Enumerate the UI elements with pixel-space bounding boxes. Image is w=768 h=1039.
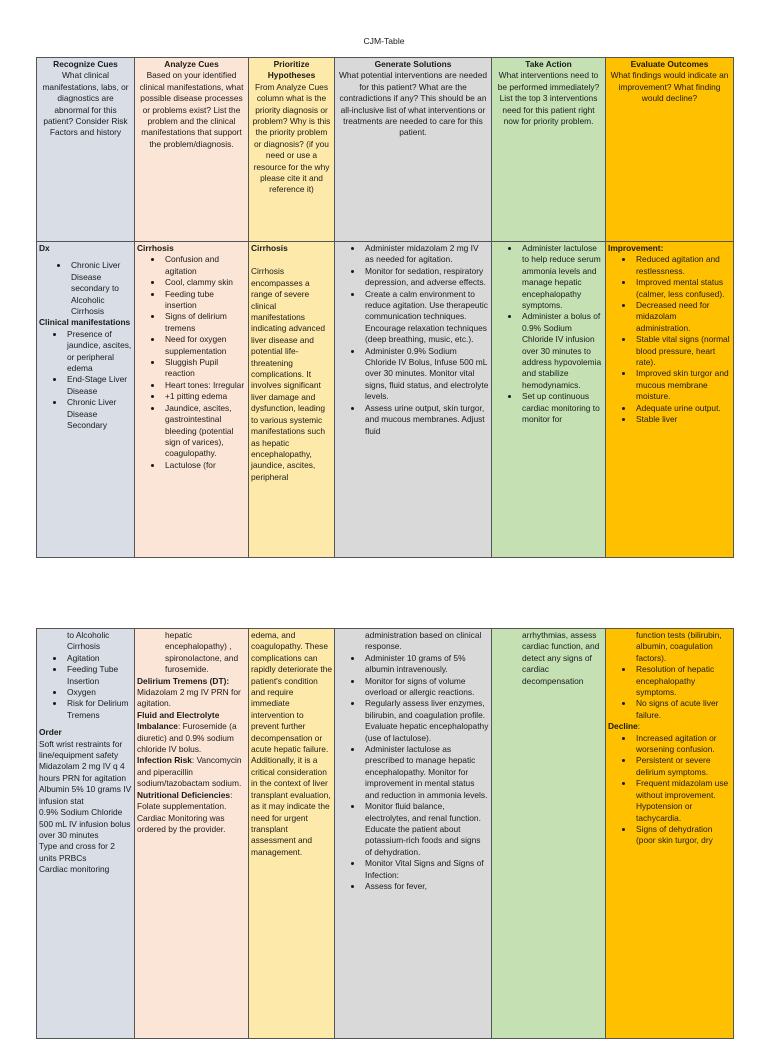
decline-label: Decline: (608, 721, 641, 732)
list-item: • Create a calm environment to reduce agitation. Use therapeutic communication techniques. Encourage relaxation techniques (deep breathing, music, etc.). (363, 289, 489, 346)
list-item: • Decreased need for midazolam administration. (634, 300, 731, 334)
priority-rationale-continued: edema, and coagulopathy. These complications can rapidly deteriorate the patient's condition and require immediate intervention to prevent further decompensation or acute hepatic failure. Additionally, it is a critical consideration in the context of liver transplant evaluation, as it may indicate the need for urgent transplant assessment and management. (251, 630, 333, 857)
take-action-cell (492, 242, 606, 558)
page-title: CJM-Table (363, 36, 405, 46)
list-item: • Administer 10 grams of 5% albumin intravenously. (363, 653, 489, 676)
recognize-cues-cell-cont (37, 629, 135, 1039)
cirrhosis-label: Cirrhosis (137, 243, 174, 253)
list-item: • Signs of delirium tremens (163, 311, 246, 334)
generate-solutions-cell-cont (335, 629, 492, 1039)
list-item: • Administer lactulose as prescribed to manage hepatic encephalopathy. Monitor for improvement in mental status and reduction in ammonia levels. (363, 744, 489, 801)
header-recognize-cues: Recognize Cues What clinical manifestations, labs, or diagnostics are abnormal for this patient? Consider Risk Factors and history (37, 58, 135, 242)
order-line: 0.9% Sodium Chloride 500 mL IV infusion bolus over 30 minutes (39, 807, 131, 840)
list-item-continued: to Alcoholic Cirrhosis (67, 630, 110, 652)
list-item: • Agitation (65, 653, 132, 664)
list-item: • Increased agitation or worsening confusion. (634, 733, 731, 756)
evaluate-outcomes-cell (606, 242, 734, 558)
list-item: • Improved mental status (calmer, less confused). (634, 277, 731, 300)
cjm-table-page-2 (36, 628, 734, 1039)
list-item: • Risk for Delirium Tremens (65, 698, 132, 721)
list-item: • Set up continuous cardiac monitoring to monitor for (520, 391, 603, 425)
order-line: Soft wrist restraints for line/equipment safety (39, 738, 123, 761)
prioritize-hypotheses-cell-cont (249, 629, 335, 1039)
list-item: • Heart tones: Irregular (163, 380, 246, 391)
header-take-action: Take Action What interventions need to be performed immediately? List the top 3 interventions need for this patient right now for priority problem. (492, 58, 606, 242)
list-item: • End-Stage Liver Disease (65, 374, 132, 397)
list-item-continued: administration based on clinical response. (365, 630, 482, 652)
content-row-bottom (37, 629, 734, 1039)
list-item: • Administer midazolam 2 mg IV as needed for agitation. (363, 243, 489, 266)
list-item: • Lactulose (for (163, 460, 246, 471)
analyze-cues-cell-cont (135, 629, 249, 1039)
improvement-label: Improvement: (608, 243, 664, 253)
order-line: Midazolam 2 mg IV q 4 hours PRN for agitation (39, 761, 127, 783)
list-item: • Administer 0.9% Sodium Chloride IV Bolus, Infuse 500 mL over 30 minutes. Monitor vital signs, fluid status, and electrolyte levels. (363, 346, 489, 403)
list-item: • Monitor for sedation, respiratory depression, and adverse effects. (363, 266, 489, 289)
priority-label: Cirrhosis (251, 243, 288, 253)
list-item: • Feeding Tube Insertion (65, 664, 132, 687)
dt-group: Delirium Tremens (DT): Midazolam 2 mg IV PRN for agitation. (137, 675, 241, 709)
list-item: • Chronic Liver Disease Secondary (65, 397, 132, 431)
list-item: • Regularly assess liver enzymes, bilirubin, and coagulation profile. Evaluate hepatic encephalopathy (use of lactulose). (363, 698, 489, 744)
list-item: • Adequate urine output. (634, 403, 731, 414)
list-item: • +1 pitting edema (163, 391, 246, 402)
list-item: • Signs of dehydration (poor skin turgor, dry (634, 824, 731, 847)
list-item-continued: hepatic encephalopathy) , spironolactone, and furosemide. (165, 630, 239, 675)
dx-label: Dx (39, 243, 50, 253)
header-generate-solutions: Generate Solutions What potential interventions are needed for this patient? What are the contradictions if any? This should be an all-inclusive list of what interventions or treatments are needed to care for this patient. (335, 58, 492, 242)
generate-solutions-cell (335, 242, 492, 558)
list-item: • Chronic Liver Disease secondary to Alcoholic Cirrhosis (69, 260, 132, 317)
clinical-manifestations-label: Clinical manifestations (39, 317, 131, 328)
list-item-continued: function tests (bilirubin, albumin, coagulation factors). (636, 630, 722, 663)
list-item: • Resolution of hepatic encephalopathy symptoms. (634, 664, 731, 698)
order-line: Cardiac monitoring (39, 864, 110, 875)
list-item: • Stable liver (634, 414, 731, 425)
list-item: • Confusion and agitation (163, 254, 246, 277)
list-item: • Need for oxygen supplementation (163, 334, 246, 357)
take-action-cell-cont (492, 629, 606, 1039)
list-item: • Cool, clammy skin (163, 277, 246, 288)
list-item: • Reduced agitation and restlessness. (634, 254, 731, 277)
list-item: • Administer a bolus of 0.9% Sodium Chloride IV infusion over 30 minutes to address hypovolemia and stabilize hemodynamics. (520, 311, 603, 391)
list-item: • Assess urine output, skin turgor, and mucous membranes. Adjust fluid (363, 403, 489, 437)
cjm-table-page-1 (36, 57, 734, 558)
list-item: • Sluggish Pupil reaction (163, 357, 246, 380)
infection-group: Infection Risk: Vancomycin and piperacillin sodium/tazobactam sodium. (137, 755, 242, 789)
list-item: • Presence of jaundice, ascites, or peripheral edema (65, 329, 132, 375)
content-row-top (37, 242, 734, 558)
list-item: • Feeding tube insertion (163, 289, 246, 312)
list-item: • No signs of acute liver failure. (634, 698, 731, 721)
header-prioritize-hypotheses: Prioritize Hypotheses From Analyze Cues column what is the priority diagnosis or problem? Why is this the priority problem or diagnosis? (if you need or use a resource for the why please cite it and reference it) (249, 58, 335, 242)
list-item: • Monitor for signs of volume overload or allergic reactions. (363, 676, 489, 699)
list-item: • Monitor Vital Signs and Signs of Infection: (363, 858, 489, 881)
list-item: • Improved skin turgor and mucous membrane moisture. (634, 368, 731, 402)
list-item: • Monitor fluid balance, electrolytes, and renal function. Educate the patient about potassium-rich foods and signs of dehydration. (363, 801, 489, 858)
prioritize-hypotheses-cell (249, 242, 335, 558)
list-item: • Frequent midazolam use without improvement. Hypotension or tachycardia. (634, 778, 731, 824)
list-item: • Administer lactulose to help reduce serum ammonia levels and manage hepatic encephalopathy symptoms. (520, 243, 603, 311)
recognize-cues-cell (37, 242, 135, 558)
list-item-continued: arrhythmias, assess cardiac function, and detect any signs of cardiac decompensation (522, 630, 600, 686)
nutrition-group: Nutritional Deficiencies: Folate supplementation. Cardiac Monitoring was ordered by the provider. (137, 789, 233, 834)
list-item: • Persistent or severe delirium symptoms. (634, 755, 731, 778)
list-item: • Stable vital signs (normal blood pressure, heart rate). (634, 334, 731, 368)
list-item: • Jaundice, ascites, gastrointestinal bleeding (potential sign of varices), coagulopathy. (163, 403, 246, 460)
priority-rationale: Cirrhosis encompasses a range of severe clinical manifestations indicating advanced liver disease and potential life-threatening complications. It involves significant liver damage and dysfunction, leading to various systemic manifestations such as hepatic encephalopathy, jaundice, ascites, peripheral (251, 266, 326, 482)
list-item: • Oxygen (65, 687, 132, 698)
analyze-cues-cell (135, 242, 249, 558)
order-line: Type and cross for 2 units PRBCs (39, 841, 115, 863)
order-label: Order (39, 727, 62, 738)
header-analyze-cues: Analyze Cues Based on your identified clinical manifestations, what possible disease processes or problems exist? List the problem and the clinical manifestations that support the problem/diagnosis. (135, 58, 249, 242)
fluid-group: Fluid and Electrolyte Imbalance: Furosemide (a diuretic) and 0.9% sodium chloride IV bolus. (137, 709, 237, 755)
header-evaluate-outcomes: Evaluate Outcomes What findings would indicate an improvement? What finding would decline? (606, 58, 734, 242)
list-item: • Assess for fever, (363, 881, 489, 892)
evaluate-outcomes-cell-cont (606, 629, 734, 1039)
order-line: Albumin 5% 10 grams IV infusion stat (39, 784, 132, 806)
header-row (37, 58, 734, 242)
